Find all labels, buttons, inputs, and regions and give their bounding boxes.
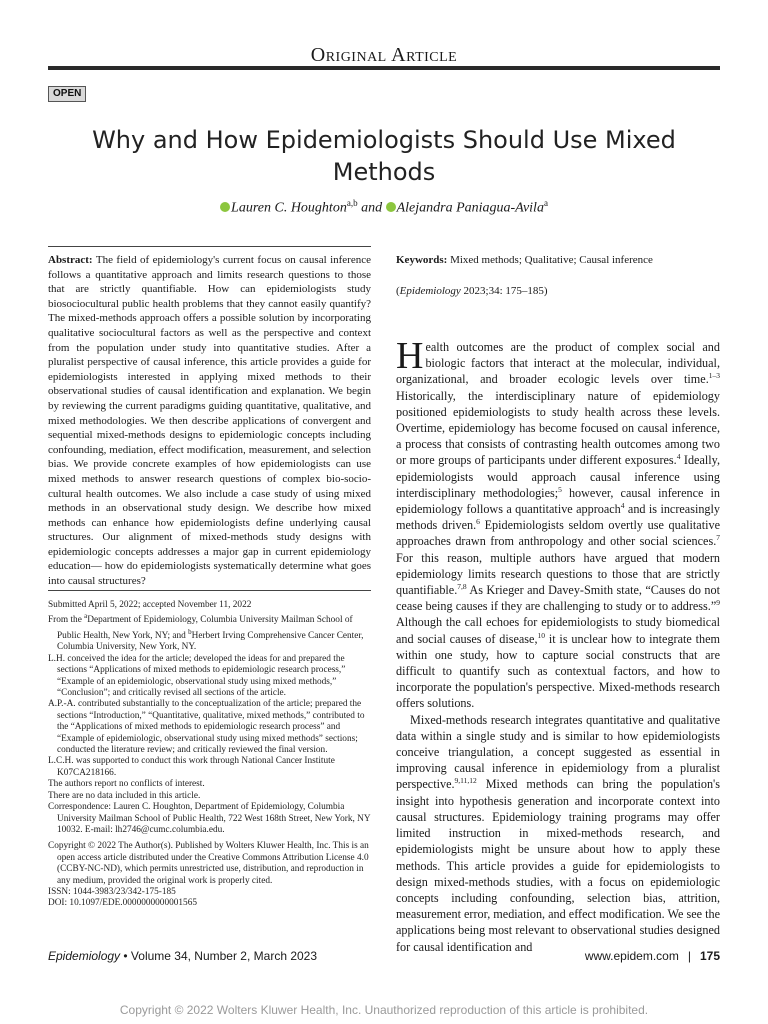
citation-paren: ( [396,285,400,297]
citation-text: 2023;34: 175–185) [460,285,548,297]
footer-site-info [585,949,720,963]
footer-issue: Volume 34, Number 2, March 2023 [130,949,318,963]
abstract-label: Abstract: [48,254,93,266]
body-paragraph: Health outcomes are the product of complex social and biologic factors that interact at the molecular, individual, organizational, and broader ecologic levels over time.$^{1-3}$ Historically, the interdisciplinary nature of epidemiology positioned epidemiologists to study health across these levels. Overtime, epidemiology has become focused on causal inference, a process that consists of contrasting health outcomes among two or more groups of participants under different exposures.$^4$ Ideally, epidemiologists would approach causal inference using interdisciplinary methodologies;$^5$ however, causal inference in epidemiology follows a quantitative approach$^4$ and is increasingly methods driven.$^6$ Epidemiologists seldom overtly use qualitative approaches drawn from anthropology and other social sciences.$^7$ For this reason, multiple authors have argued that modern epidemiology limits research questions to those that are strictly quantifiable.$^{7,8}$ As Krieger and Davey-Smith state, “Causes do not cease being causes if they are challenging to study or to address.”$^9$ Although the call echoes for epidemiologists to study biomedical and social causes of disease,$^{10}$ it is unclear how to integrate them within one study, how to capture social constructs that are difficult to quantify such as contextual factors, and how to incorporate the population's perspective. Mixed-methods research offers solutions. [396,335,721,711]
reference[interactable]: 4 [676,452,681,462]
body-paragraph: Mixed-methods research integrates quantitative and qualitative data within a single study and is similar to how epidemiologists conceive triangulation, a concept suggested as essential in improving causal inference in epidemiology from a pluralist perspective.$^{9,11,12}$ Mixed methods can bring the population's insight into hypothesis generation and incorporate context into causal structures. Epidemiology training programs may offer limited instruction in mixed-methods research, and epidemiologists might be unsure about how to apply these methods. This article provides a guide for epidemiologists to design mixed-methods studies, with a focus on epidemiologic concepts including confounding, selection bias, attrition, measurement error, mediation, and effect modification. We see the applications being most relevant to observational studies designed for causal identification and [396,712,720,954]
keywords-text: Mixed methods; Qualitative; Causal inference [450,254,653,266]
page-number: 175 [699,949,720,963]
footer-site[interactable]: www.epidem.com [584,949,679,963]
orcid-icon[interactable] [386,202,396,212]
reference[interactable]: 9,11,12 [454,776,477,786]
reference[interactable]: 5 [558,484,562,494]
reference[interactable]: 9 [716,598,720,608]
reference[interactable]: 7 [716,533,720,543]
abstract-bottom-rule [48,590,371,591]
issn-note: ISSN: 1044-3983/23/342-175-185 [48,886,176,897]
abstract-text: The field of epidemiology's current focus on causal inference follows a quantitative approach and limits research questions to those that are strictly quantifiable. How can epidemiologists study biosociocultural public health problems that they cannot easily quantify? The mixed-methods approach offers a possible solution by incorporating qualitative sociocultural factors as well as the perspective and context from the population under study into quantitative studies. After a pluralist perspective of causal inference, this article provides a guide for epidemiologists interested in applying mixed methods to their observational studies of causal identification and explanation. We begin by reviewing the current paradigms guiding quantitative, qualitative, and mixed methodologies. We then describe applications of convergent and sequential mixed-methods designs to epidemiologic concepts including confounding, mediation, effect modification, measurement, and selection bias. We provide concrete examples of how epidemiologists can use mixed methods to answer research questions of complex bio-socio-cultural health outcomes. We also include a case study of using mixed methods in an observational study design. We describe how mixed methods can enhance how epidemiologists define underlying causal structures. Our alignment of mixed-methods study designs with epidemiologic concepts addresses a major gap in current epidemiology education— how do epidemiologists systematically determine what goes into causal structures? [48,254,371,588]
footer-journal-info [48,949,317,963]
reference[interactable]: 10 [537,630,546,640]
author-affiliation: a [543,198,548,208]
author-name[interactable]: Lauren C. Houghton [231,200,347,216]
affiliation-note: From the $^a$Department of Epidemiology, Columbia University Mailman School of Public Health, New York, NY; and $^b$Herbert Irving Comprehensive Cancer Center, Columbia University, New York, NY. [48,612,364,653]
correspondence-note: Correspondence: Lauren C. Houghton, Department of Epidemiology, Columbia University Mailman School of Public Health, 722 West 168th Street, New York, NY 10032. E-mail: lh2746@cumc.columbia.edu. [48,802,371,835]
footer-journal: Epidemiology [48,949,121,963]
copyright-note: Copyright © 2022 The Author(s). Published by Wolters Kluwer Health, Inc. This is an open access article distributed under the Creative Commons Attribution License 4.0 (CCBY-NC-ND), which permits unrestricted use, distribution, and reproduction in any medium, provided the original work is properly cited. [48,841,369,886]
article-title: Why and How Epidemiologists Should Use Mixed Methods [92,126,676,186]
keywords-label: Keywords: [396,254,448,266]
reference[interactable]: 1–3 [708,371,720,381]
orcid-icon[interactable] [220,202,230,212]
drop-cap: H [396,335,424,377]
section-heading: Original Article [310,44,458,66]
doi-note: DOI: 10.1097/EDE.0000000000001565 [48,898,197,909]
contribution-note: A.P.-A. contributed substantially to the conceptualization of the article; prepared the sections “Introduction,” “Quantitative, qualitative, mixed methods,” contributed to the “Applications of mixed methods to epidemiologic research process” and “Example of epidemiologic, observational study using mixed methods” sections; conducted the literature review; and critically reviewed the final version. [48,699,365,756]
header-rule [48,66,720,70]
body-text [396,335,721,955]
footer-bullet: • [120,949,131,963]
author-affiliation: a,b [346,198,358,208]
author-conjunction: and [357,200,386,216]
footer-separator: | [687,949,691,963]
abstract-top-rule [48,246,371,247]
reference[interactable]: 7,8 [457,581,467,591]
conflict-note: The authors report no conflicts of interest. [48,779,205,790]
keywords [396,253,720,267]
reference[interactable]: 4 [620,500,625,510]
citation-journal: Epidemiology [399,285,461,297]
funding-note: L.C.H. was supported to conduct this work through National Cancer Institute K07CA218166. [48,756,335,778]
abstract [48,253,371,589]
author-name[interactable]: Alejandra Paniagua-Avila [396,200,544,216]
author-line [0,198,768,217]
open-access-badge: OPEN [48,86,86,102]
copyright-watermark: Copyright © 2022 Wolters Kluwer Health, Inc. Unauthorized reproduction of this article is prohibited. [119,1003,649,1017]
citation [396,284,720,298]
contribution-note: L.H. conceived the idea for the article; developed the ideas for and prepared the sections “Applications of mixed methods to epidemiologic research process,” “Example of an epidemiologic, observational study using mixed methods,” “Conclusion”; and critically revised all sections of the article. [48,653,346,699]
submitted-note: Submitted April 5, 2022; accepted November 11, 2022 [48,600,252,610]
reference[interactable]: 6 [476,517,480,527]
footnotes [48,600,371,910]
data-note: There are no data included in this article. [48,790,201,801]
